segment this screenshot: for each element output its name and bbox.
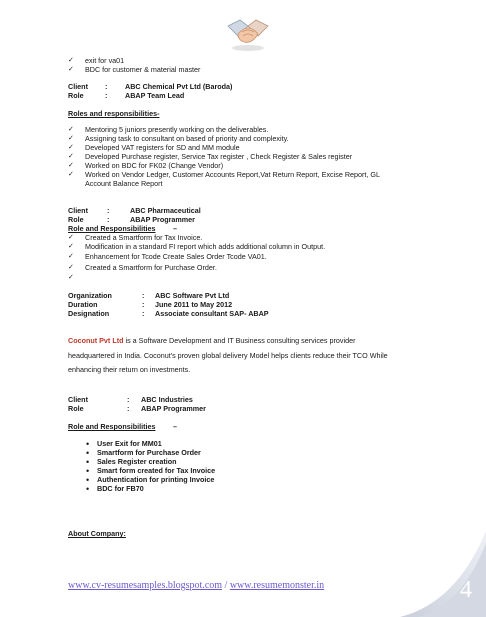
check-icon: ✓ xyxy=(68,274,74,281)
company-line-3: enhancing their return on investments. xyxy=(68,365,191,374)
list-item: Created a Smartform for Purchase Order. xyxy=(85,263,217,272)
bullet-icon: • xyxy=(86,448,90,458)
check-icon: ✓ xyxy=(68,153,74,160)
page-number: 4 xyxy=(460,577,472,603)
check-icon: ✓ xyxy=(68,171,74,178)
designation-value: Associate consultant SAP- ABAP xyxy=(155,309,269,318)
check-icon: ✓ xyxy=(68,243,74,250)
bullet-icon: • xyxy=(86,475,90,485)
check-icon: ✓ xyxy=(68,264,74,271)
bullet-icon: • xyxy=(86,457,90,467)
colon: : xyxy=(107,215,110,224)
role-value: ABAP Team Lead xyxy=(125,91,185,100)
colon: : xyxy=(105,91,108,100)
client-label: Client xyxy=(68,395,88,404)
colon: : xyxy=(142,309,145,318)
colon: : xyxy=(127,395,130,404)
heading-dash: – xyxy=(173,422,177,431)
role-label: Role xyxy=(68,91,84,100)
responsibilities-heading: Role and Responsibilities xyxy=(68,422,156,431)
page-curl-decoration xyxy=(396,531,486,617)
list-item: Worked on BDC for FK02 (Change Vendor) xyxy=(85,161,224,170)
list-item: Mentoring 5 juniors presently working on the deliverables. xyxy=(85,125,269,134)
check-icon: ✓ xyxy=(68,144,74,151)
list-item: Sales Register creation xyxy=(97,457,177,466)
footer-link-resumemonster[interactable]: www.resumemonster.in xyxy=(229,580,325,591)
company-line-1: is a Software Development and IT Business consulting services provider xyxy=(123,336,356,345)
role-label: Role xyxy=(68,404,84,413)
list-item: Smartform for Purchase Order xyxy=(97,448,201,457)
heading-dash: – xyxy=(173,224,177,233)
role-label: Role xyxy=(68,215,84,224)
company-name: Coconut Pvt Ltd xyxy=(68,336,124,345)
bullet-icon: • xyxy=(86,466,90,476)
responsibilities-heading: Role and Responsibilities xyxy=(68,224,156,233)
check-icon: ✓ xyxy=(68,135,74,142)
list-item: exit for va01 xyxy=(85,56,125,65)
list-item: Developed Purchase register, Service Tax register , Check Register & Sales register xyxy=(85,152,353,161)
footer-separator: / xyxy=(222,580,230,591)
colon: : xyxy=(107,206,110,215)
list-item: Smart form created for Tax Invoice xyxy=(97,466,216,475)
list-item: Created a Smartform for Tax Invoice. xyxy=(85,233,203,242)
client-value: ABC Industries xyxy=(141,395,193,404)
client-value: ABC Chemical Pvt Ltd (Baroda) xyxy=(125,82,233,91)
handshake-logo xyxy=(226,12,270,52)
list-item: Worked on Vendor Ledger, Customer Accounts Report,Vat Return Report, Excise Report, GL xyxy=(85,170,380,179)
organization-value: ABC Software Pvt Ltd xyxy=(155,291,230,300)
list-item: User Exit for MM01 xyxy=(97,439,162,448)
colon: : xyxy=(142,300,145,309)
footer xyxy=(68,580,324,591)
colon: : xyxy=(127,404,130,413)
list-item: Enhancement for Tcode Create Sales Order Tcode VA01. xyxy=(85,252,267,261)
footer-link-cv-resumesamples[interactable]: www.cv-resumesamples.blogspot.com xyxy=(68,580,223,591)
organization-label: Organization xyxy=(68,291,112,300)
about-company-heading: About Company: xyxy=(68,529,126,538)
list-item-continuation: Account Balance Report xyxy=(85,179,163,188)
client-value: ABC Pharmaceutical xyxy=(130,206,201,215)
check-icon: ✓ xyxy=(68,234,74,241)
check-icon: ✓ xyxy=(68,253,74,260)
list-item: BDC for customer & material master xyxy=(85,65,201,74)
check-icon: ✓ xyxy=(68,162,74,169)
list-item: Assigning task to consultant on based of priority and complexity. xyxy=(85,134,289,143)
bullet-icon: • xyxy=(86,439,90,449)
colon: : xyxy=(142,291,145,300)
client-label: Client xyxy=(68,82,88,91)
check-icon: ✓ xyxy=(68,57,74,64)
company-line-2: headquartered in India. Coconut's proven global delivery Model helps clients reduce their TCO While xyxy=(68,350,388,360)
designation-label: Designation xyxy=(68,309,110,318)
list-item: Authentication for printing Invoice xyxy=(97,475,215,484)
colon: : xyxy=(105,82,108,91)
list-item: Modification in a standard FI report which adds additional column in Output. xyxy=(85,242,326,251)
responsibilities-heading: Roles and responsibilities- xyxy=(68,109,160,118)
company-description xyxy=(68,334,440,378)
check-icon: ✓ xyxy=(68,66,74,73)
client-label: Client xyxy=(68,206,88,215)
bullet-icon: • xyxy=(86,484,90,494)
role-value: ABAP Programmer xyxy=(141,404,206,413)
duration-label: Duration xyxy=(68,300,98,309)
role-value: ABAP Programmer xyxy=(130,215,195,224)
list-item: Developed VAT registers for SD and MM module xyxy=(85,143,240,152)
duration-value: June 2011 to May 2012 xyxy=(155,300,233,309)
check-icon: ✓ xyxy=(68,126,74,133)
list-item: BDC for FB70 xyxy=(97,484,144,493)
